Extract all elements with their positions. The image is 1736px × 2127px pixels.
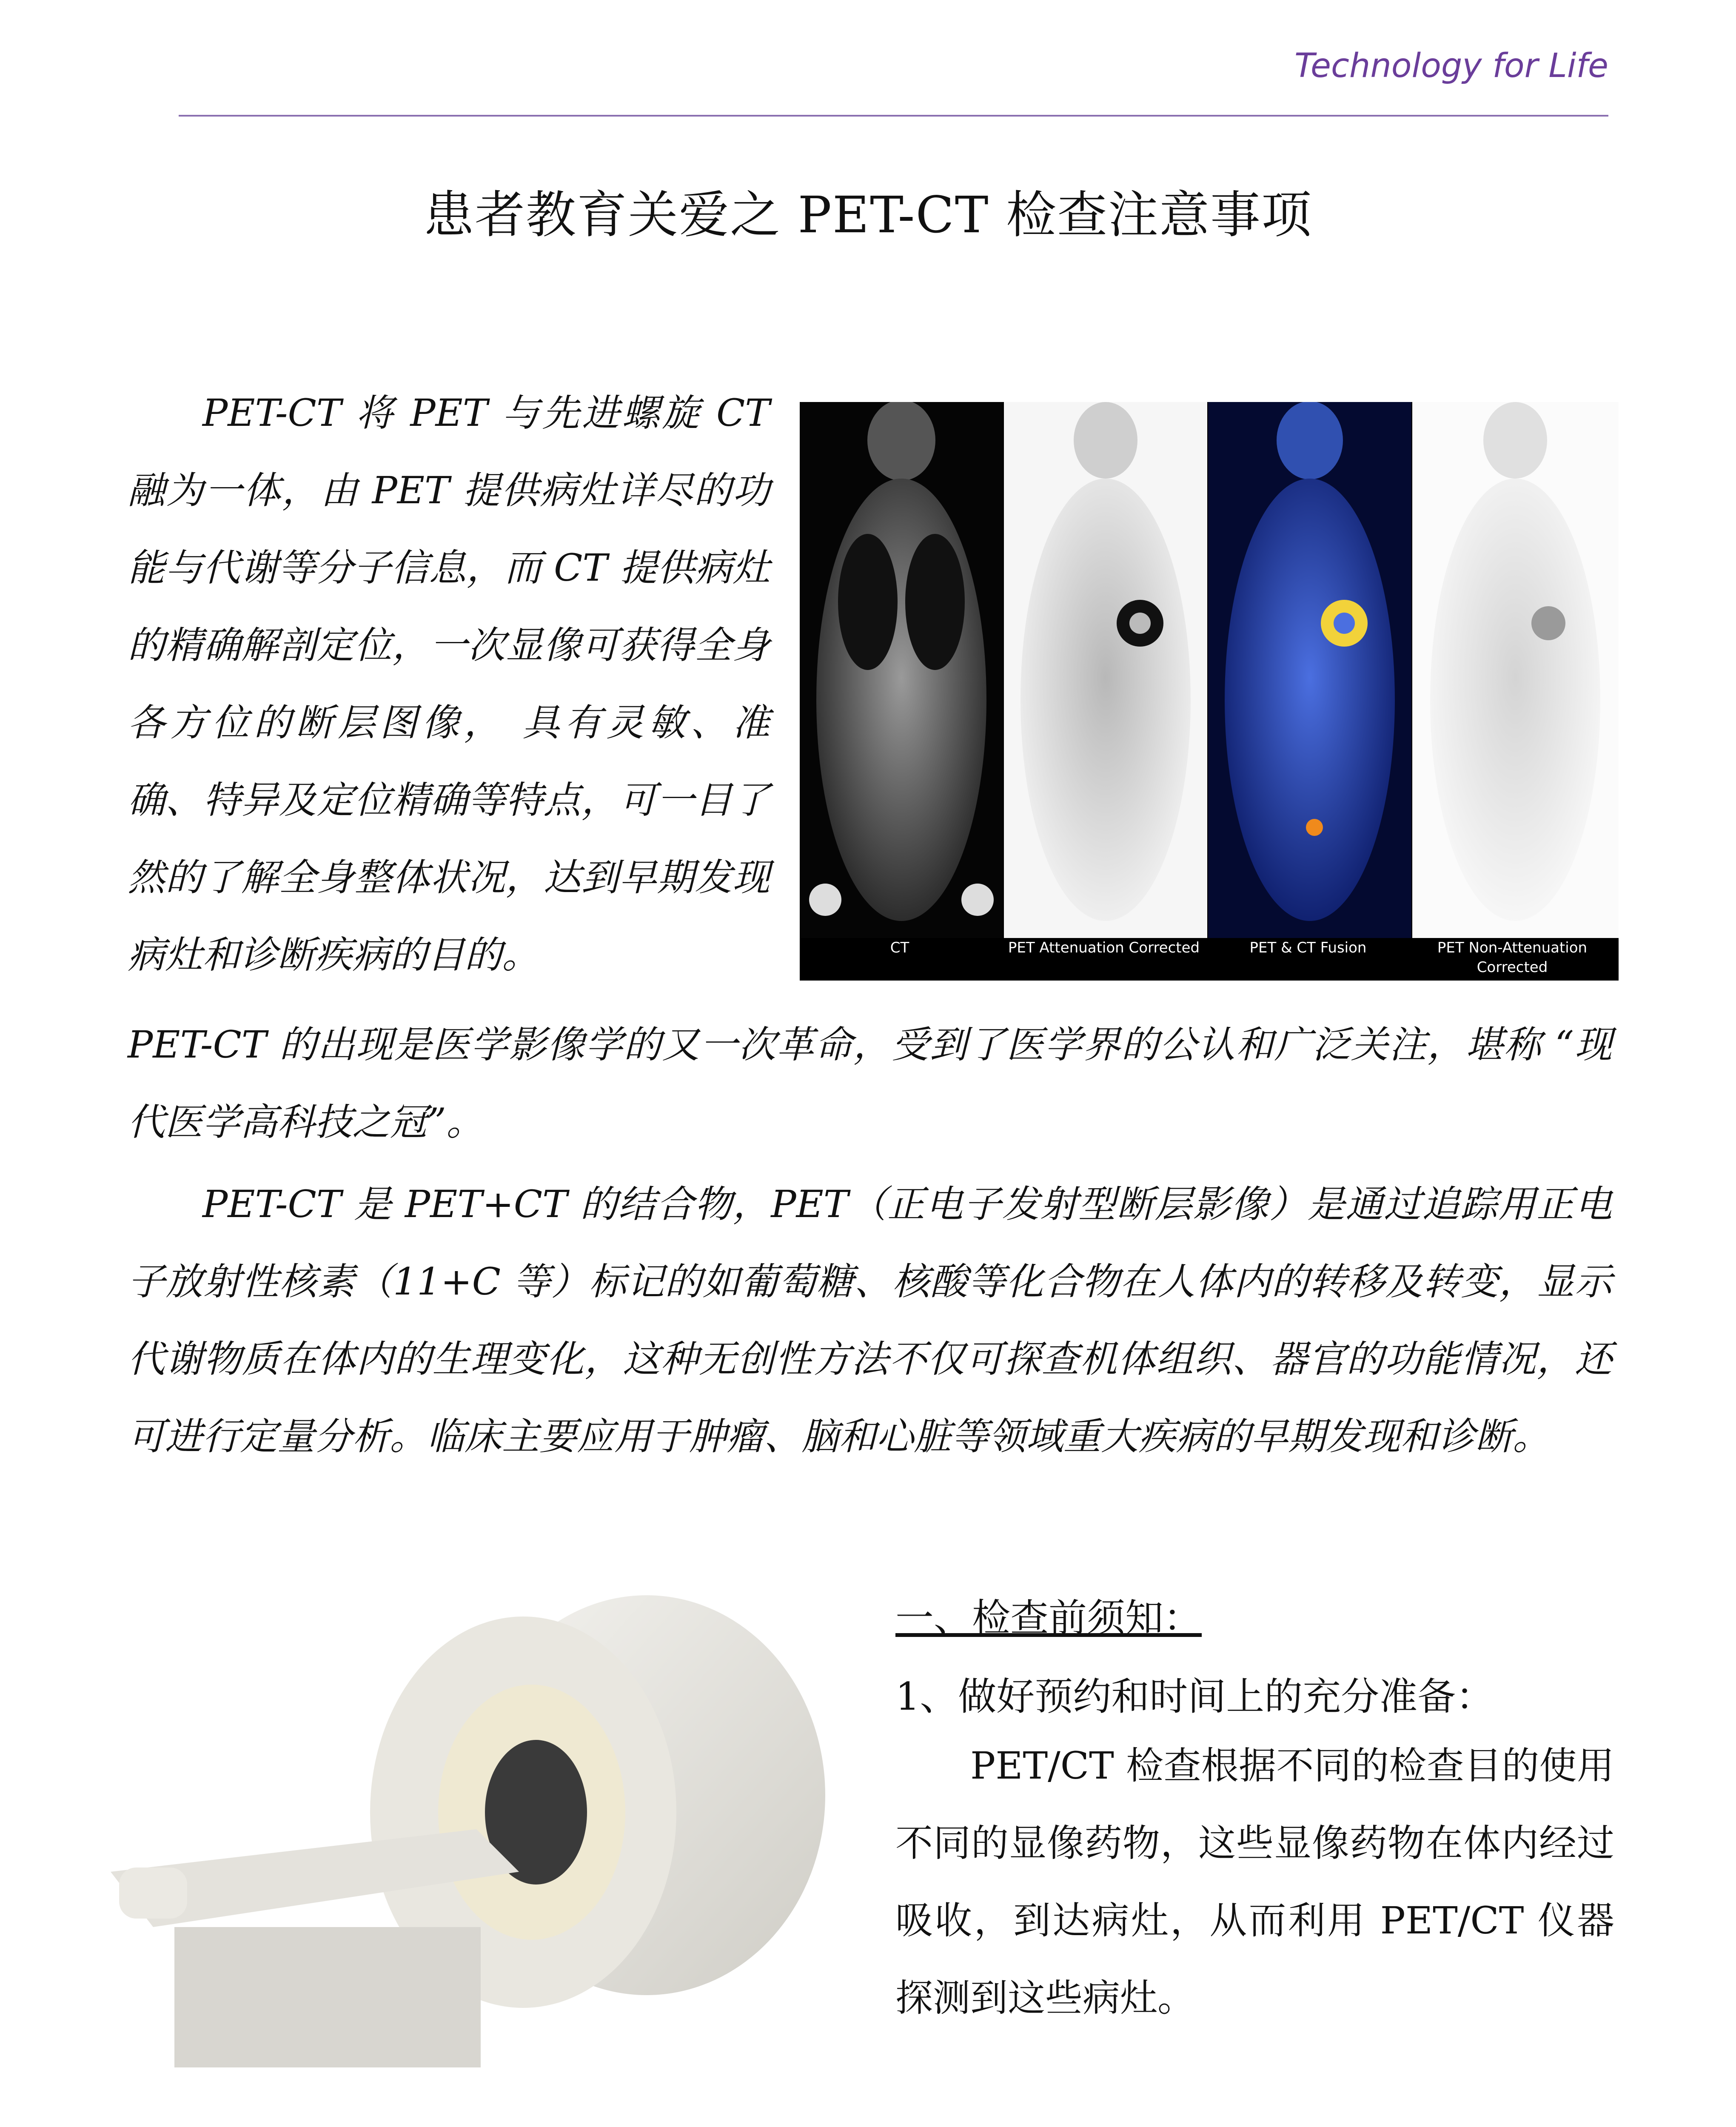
pet-ct-scan-figure (800, 402, 1619, 981)
intro-paragraph-2: PET-CT 是 PET+CT 的结合物，PET（正电子发射型断层影像）是通过追踪用正电子放射性核素（11+C 等）标记的如葡萄糖、核酸等化合物在人体内的转移及转变，显示代谢物质在体内的生理变化，这种无创性方法不仅可探查机体组织、器官的功能情况，还可进行定量分析。临床主要应用于肿瘤、脑和心脏等领域重大疾病的早期发现和诊断。 (128, 1182, 1612, 1458)
scan-label-pet-nac: PET Non-Attenuation Corrected (1437, 939, 1588, 976)
scan-label-ct: CT (890, 939, 909, 956)
header-rule (179, 115, 1608, 117)
intro-paragraph-1-continued: PET-CT 的出现是医学影像学的又一次革命，受到了医学界的公认和广泛关注，堪称 “现代医学高科技之冠”。 (128, 1023, 1612, 1144)
section1-paragraph: PET/CT 检查根据不同的检查目的使用不同的显像药物，这些显像药物在体内经过吸收，到达病灶，从而利用 PET/CT 仪器探测到这些病灶。 (895, 1744, 1614, 2020)
page-title: 患者教育关爱之 PET-CT 检查注意事项 (424, 185, 1312, 244)
intro-paragraph-1: PET-CT 将 PET 与先进螺旋 CT 融为一体，由 PET 提供病灶详尽的功能与代谢等分子信息，而 CT 提供病灶的精确解剖定位，一次显像可获得全身各方位的断层图像， 具有灵敏、准确、特异及定位精确等特点，可一目了然的了解全身整体状况，达到早期发现病灶和诊断疾病的目的。 (128, 391, 770, 977)
scan-images (800, 402, 1619, 938)
pet-ct-machine-image (94, 1574, 868, 2093)
header-brand: Technology for Life (1294, 47, 1608, 85)
section-heading-pre-exam: 一、检查前须知： (895, 1596, 1202, 1640)
scan-label-pet-ac: PET Attenuation Corrected (1008, 939, 1200, 956)
scan-label-fusion: PET & CT Fusion (1249, 939, 1367, 956)
subheading-appointment: 1、做好预约和时间上的充分准备： (895, 1674, 1494, 1719)
